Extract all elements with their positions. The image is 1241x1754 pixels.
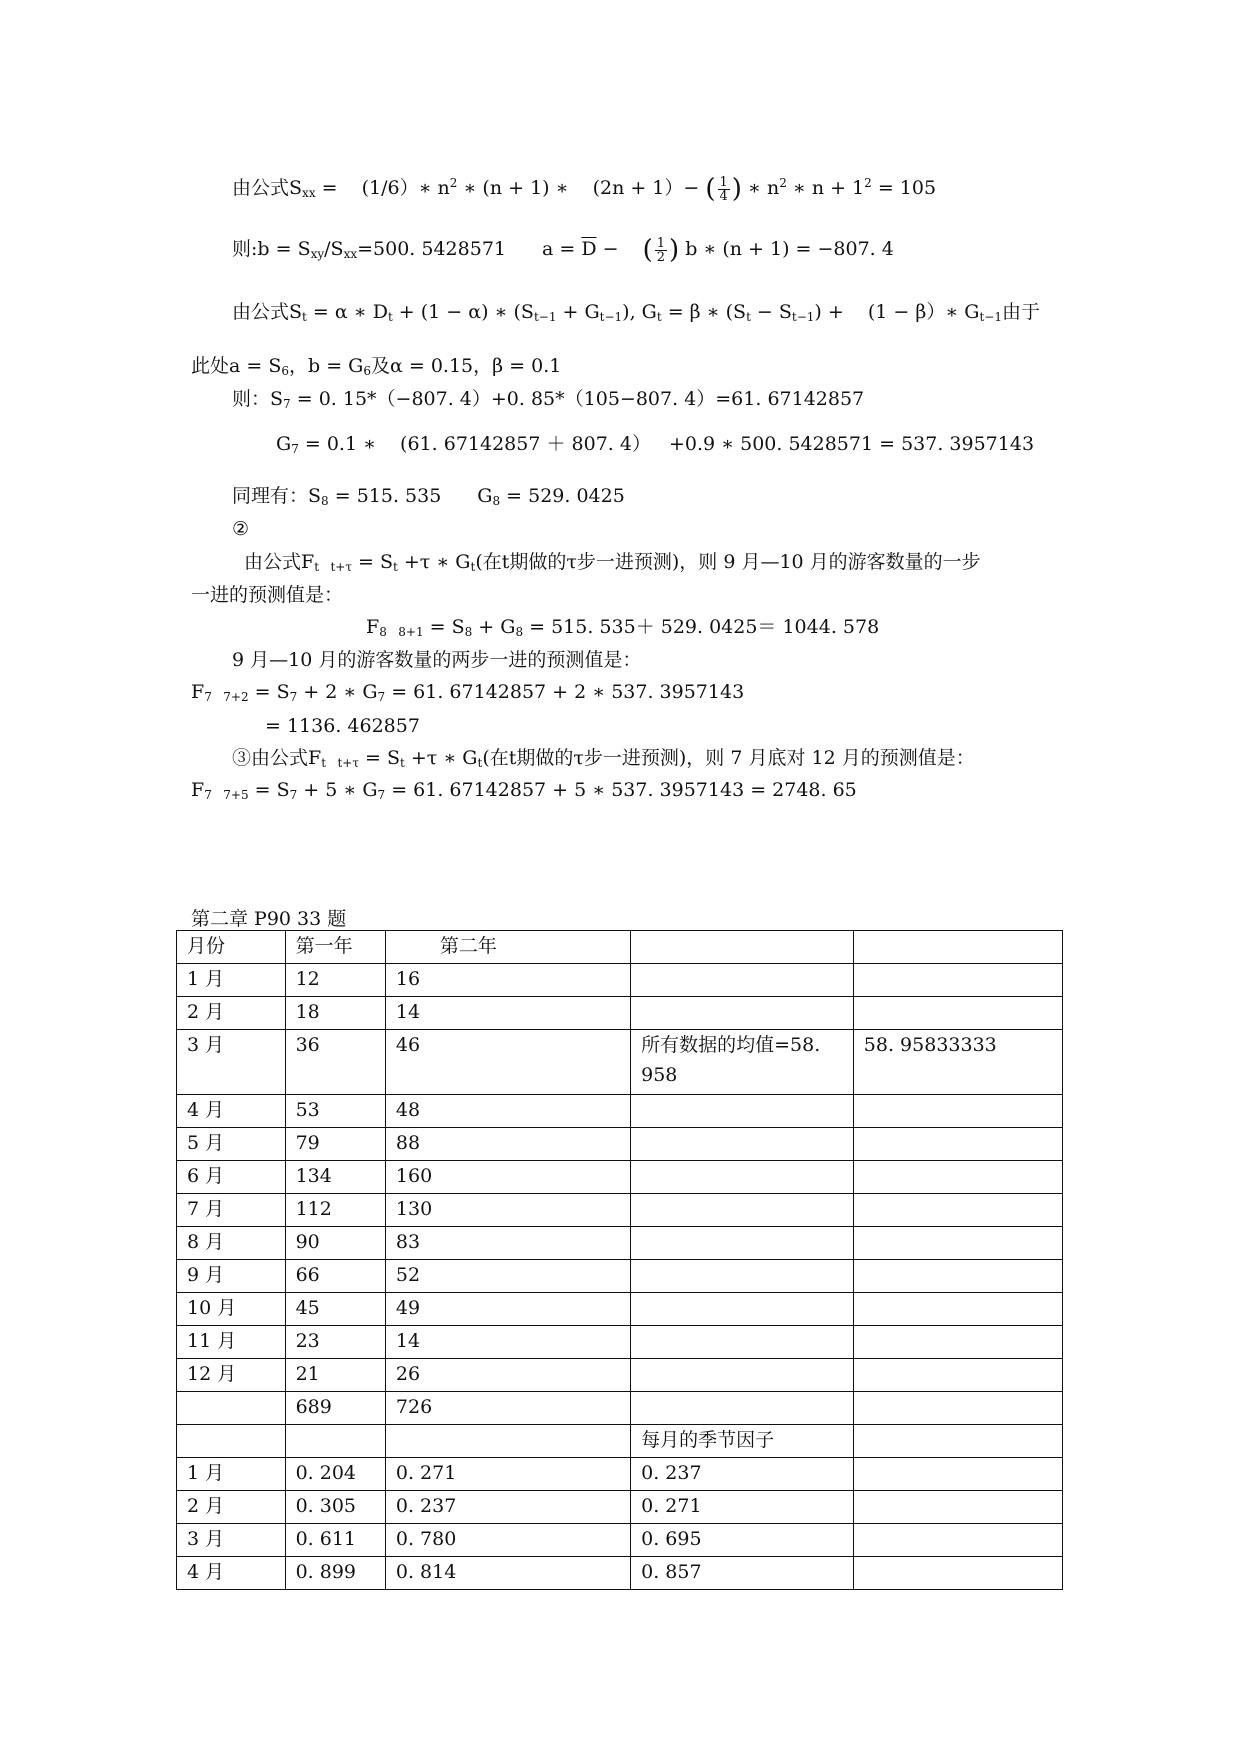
table-cell: 1 月 xyxy=(177,1458,286,1491)
table-row xyxy=(177,1359,1063,1392)
table-row xyxy=(177,1128,1063,1161)
table-cell: 0. 271 xyxy=(385,1458,630,1491)
formula-f7-2-result: = 1136. 462857 xyxy=(265,715,420,737)
table-cell: 49 xyxy=(385,1293,630,1326)
table-cell xyxy=(631,1392,854,1425)
table-cell: 0. 899 xyxy=(285,1557,385,1590)
table-cell xyxy=(853,1524,1062,1557)
table-cell: 0. 780 xyxy=(385,1524,630,1557)
formula-f7-2-expr: 61. 67142857 + 2 ∗ 537. 3957143 xyxy=(413,681,745,703)
table-cell xyxy=(631,1128,854,1161)
formula-f8: $F_{8 8+1} = S_8 + G_8 = 515$. 535＋ 529. 0425＝ 1044. 578 xyxy=(366,616,880,639)
table-cell xyxy=(177,1425,286,1458)
table-cell: 45 xyxy=(285,1293,385,1326)
table-row xyxy=(177,1557,1063,1590)
table-cell xyxy=(285,1425,385,1458)
table-cell: 12 月 xyxy=(177,1359,286,1392)
data-table xyxy=(176,930,1063,1590)
table-cell: 83 xyxy=(385,1227,630,1260)
section-marker-2: ② xyxy=(232,518,250,540)
table-cell: 26 xyxy=(385,1359,630,1392)
table-row xyxy=(177,1194,1063,1227)
table-cell: 130 xyxy=(385,1194,630,1227)
table-cell xyxy=(631,1227,854,1260)
table-cell xyxy=(853,1425,1062,1458)
formula-s8-g8: 同理有：$S_8 = 515$. 535 $G_8 = 529$. 0425 xyxy=(232,485,625,508)
table-cell: 160 xyxy=(385,1161,630,1194)
formula-s7-prefix: 则： xyxy=(232,388,271,410)
table-row xyxy=(177,1458,1063,1491)
formula-st-gt: 由公式$S_t = \alpha$ ∗ $D_t + (1 - \alpha)$ ∗ $(S_{t-1} + G_{t-1})$, $G_t = \beta$ ∗ $(S_t - S_{t-1}) + (1$ − β）∗ $G_{t-1}$由于 xyxy=(232,301,1040,324)
table-cell: 112 xyxy=(285,1194,385,1227)
formula-s7: 则：$S_7 = 0$. 15*（−807. 4）+0. 85*（105−807. 4）=61. 67142857 xyxy=(232,388,865,411)
formula-b-a: 则:b = $S_{xy}/S_{xx}=500$. 5428571 $a = \overline{D}$ − ( $\frac{1}{2}$ ) b ∗ (n + 1) = −807. 4 xyxy=(232,235,894,265)
formula-a-value: −807. 4 xyxy=(817,238,894,260)
table-cell: 0. 695 xyxy=(631,1524,854,1557)
table-cell: 所有数据的均值=58. 958 xyxy=(631,1030,854,1095)
table-header-cell: 月份 xyxy=(177,931,286,964)
formula-s8-g8-prefix: 同理有： xyxy=(232,485,309,507)
formula-st-gt-suffix: 由于 xyxy=(1001,301,1040,323)
table-cell: 0. 271 xyxy=(631,1491,854,1524)
table-caption: 第二章 P90 33 题 xyxy=(191,908,347,930)
table-row xyxy=(177,1524,1063,1557)
table-cell: 726 xyxy=(385,1392,630,1425)
table-cell xyxy=(853,1161,1062,1194)
formula-sxx: 由公式$S_{xx}$ = (1/6）∗ $n^2$ ∗ (n + 1) ∗ (2n + 1）− ( $\frac{1}{4}$ ) ∗ $n^2$ ∗ $n + 1^2 = 105$ xyxy=(232,174,937,204)
formula-ft-3-prefix: ③由公式 xyxy=(232,747,309,769)
table-cell: 52 xyxy=(385,1260,630,1293)
table-cell xyxy=(385,1425,630,1458)
table-cell: 3 月 xyxy=(177,1030,286,1095)
table-row xyxy=(177,1030,1063,1095)
table-cell xyxy=(853,1128,1062,1161)
table-cell: 7 月 xyxy=(177,1194,286,1227)
table-row xyxy=(177,1425,1063,1458)
formula-params-prefix: 此处 xyxy=(191,355,230,377)
table-cell: 5 月 xyxy=(177,1128,286,1161)
table-cell: 3 月 xyxy=(177,1524,286,1557)
table-header-cell xyxy=(853,931,1062,964)
table-cell: 16 xyxy=(385,964,630,997)
table-cell xyxy=(853,1326,1062,1359)
table-row xyxy=(177,1392,1063,1425)
formula-sxx-value: 105 xyxy=(899,177,937,199)
table-cell: 1 月 xyxy=(177,964,286,997)
table-cell xyxy=(853,1359,1062,1392)
formula-ft-1-note: (在t期做的τ步一进预测)，则 9 月—10 月的游客数量的一步 xyxy=(475,551,981,573)
table-row xyxy=(177,1161,1063,1194)
table-cell xyxy=(631,1326,854,1359)
table-cell: 66 xyxy=(285,1260,385,1293)
table-cell: 14 xyxy=(385,997,630,1030)
table-cell xyxy=(853,1227,1062,1260)
table-cell xyxy=(631,1161,854,1194)
text-one-step: 一进的预测值是： xyxy=(191,584,344,606)
table-cell: 14 xyxy=(385,1326,630,1359)
table-cell: 36 xyxy=(285,1030,385,1095)
table-row xyxy=(177,1326,1063,1359)
text-two-step: 9 月—10 月的游客数量的两步一进的预测值是： xyxy=(232,649,642,671)
table-cell: 90 xyxy=(285,1227,385,1260)
table-cell xyxy=(631,964,854,997)
table-cell: 0. 237 xyxy=(385,1491,630,1524)
table-row xyxy=(177,964,1063,997)
formula-sxx-prefix: 由公式 xyxy=(232,177,290,199)
table-cell: 0. 305 xyxy=(285,1491,385,1524)
formula-ft-3: ③由公式$F_{t t+\tau} = S_t +\tau$ ∗ $G_t$(在t期做的τ步一进预测)，则 7 月底对 12 月的预测值是： xyxy=(232,747,975,770)
table-cell: 18 xyxy=(285,997,385,1030)
table-cell: 12 xyxy=(285,964,385,997)
table-row xyxy=(177,1260,1063,1293)
table-cell: 58. 95833333 xyxy=(853,1030,1062,1095)
table-cell xyxy=(631,1293,854,1326)
table-header-cell xyxy=(631,931,854,964)
formula-f8-expr: 515. 535＋ 529. 0425＝ 1044. 578 xyxy=(551,616,880,638)
table-cell: 2 月 xyxy=(177,1491,286,1524)
table-cell: 21 xyxy=(285,1359,385,1392)
table-cell: 11 月 xyxy=(177,1326,286,1359)
table-cell: 0. 237 xyxy=(631,1458,854,1491)
table-cell: 9 月 xyxy=(177,1260,286,1293)
formula-b-a-prefix: 则: xyxy=(232,238,258,260)
formula-ft-3-note: (在t期做的τ步一进预测)，则 7 月底对 12 月的预测值是： xyxy=(482,747,975,769)
table-row xyxy=(177,997,1063,1030)
table-cell xyxy=(631,1095,854,1128)
table-header-cell: 第二年 xyxy=(385,931,630,964)
table-cell xyxy=(853,964,1062,997)
table-cell xyxy=(631,1194,854,1227)
table-row xyxy=(177,1491,1063,1524)
formula-g7-tail: 500. 5428571 = 537. 3957143 xyxy=(740,433,1035,455)
table-cell xyxy=(853,997,1062,1030)
table-cell: 48 xyxy=(385,1095,630,1128)
table-cell: 0. 857 xyxy=(631,1557,854,1590)
table-cell xyxy=(853,1260,1062,1293)
table-header-cell: 第一年 xyxy=(285,931,385,964)
table-cell: 46 xyxy=(385,1030,630,1095)
formula-params-and: 及 xyxy=(370,355,390,377)
formula-st-gt-prefix: 由公式 xyxy=(232,301,290,323)
table-cell xyxy=(631,1260,854,1293)
table-cell: 4 月 xyxy=(177,1095,286,1128)
formula-g7-expr: 61. 67142857 ＋ 807. 4 xyxy=(407,433,632,455)
table-row xyxy=(177,1095,1063,1128)
table-cell: 134 xyxy=(285,1161,385,1194)
formula-s8-value: 515. 535 xyxy=(356,485,442,507)
table-cell: 每月的季节因子 xyxy=(631,1425,854,1458)
table-cell xyxy=(631,1359,854,1392)
table-cell: 8 月 xyxy=(177,1227,286,1260)
table-cell xyxy=(853,1293,1062,1326)
formula-g8-value: 529. 0425 xyxy=(528,485,625,507)
table-cell xyxy=(853,1491,1062,1524)
formula-ft-1-prefix: 由公式 xyxy=(244,551,302,573)
table-cell xyxy=(853,1458,1062,1491)
formula-f7-5: $F_{7 7+5} = S_7 + 5$ ∗ $G_7 = 61$. 67142857 + 5 ∗ 537. 3957143 = 2748. 65 xyxy=(191,779,857,802)
table-header-row xyxy=(177,931,1063,964)
table-cell xyxy=(853,1095,1062,1128)
table-cell: 88 xyxy=(385,1128,630,1161)
table-cell xyxy=(631,997,854,1030)
table-cell xyxy=(177,1392,286,1425)
formula-params: 此处$a = S_6$，$b = G_6$及α = 0.15，β = 0.1 xyxy=(191,355,562,378)
formula-s7-expr: 0. 15*（−807. 4）+0. 85*（105−807. 4）=61. 67142857 xyxy=(318,388,865,410)
table-cell: 0. 814 xyxy=(385,1557,630,1590)
table-cell: 79 xyxy=(285,1128,385,1161)
formula-g7: $G_7 = 0.1$ ∗ (61. 67142857 ＋ 807. 4） +0.9 ∗ 500. 5428571 = 537. 3957143 xyxy=(276,433,1035,456)
table-cell: 53 xyxy=(285,1095,385,1128)
formula-b-value: 500. 5428571 xyxy=(373,238,506,260)
table-cell: 0. 611 xyxy=(285,1524,385,1557)
formula-f7-5-expr: 61. 67142857 + 5 ∗ 537. 3957143 = 2748. 65 xyxy=(413,779,857,801)
table-cell: 10 月 xyxy=(177,1293,286,1326)
table-cell xyxy=(853,1194,1062,1227)
table-row xyxy=(177,1293,1063,1326)
table-cell: 0. 204 xyxy=(285,1458,385,1491)
table-row xyxy=(177,1227,1063,1260)
table-cell xyxy=(853,1557,1062,1590)
table-cell: 2 月 xyxy=(177,997,286,1030)
table-cell: 4 月 xyxy=(177,1557,286,1590)
table-cell: 23 xyxy=(285,1326,385,1359)
table-cell: 689 xyxy=(285,1392,385,1425)
table-cell: 6 月 xyxy=(177,1161,286,1194)
formula-f7-2: $F_{7 7+2} = S_7 + 2$ ∗ $G_7 = 61$. 67142857 + 2 ∗ 537. 3957143 xyxy=(191,681,745,704)
formula-ft-1: 由公式$F_{t t+\tau} = S_t +\tau$ ∗ $G_t$(在t期做的τ步一进预测)，则 9 月—10 月的游客数量的一步 xyxy=(244,551,981,574)
table-cell xyxy=(853,1392,1062,1425)
